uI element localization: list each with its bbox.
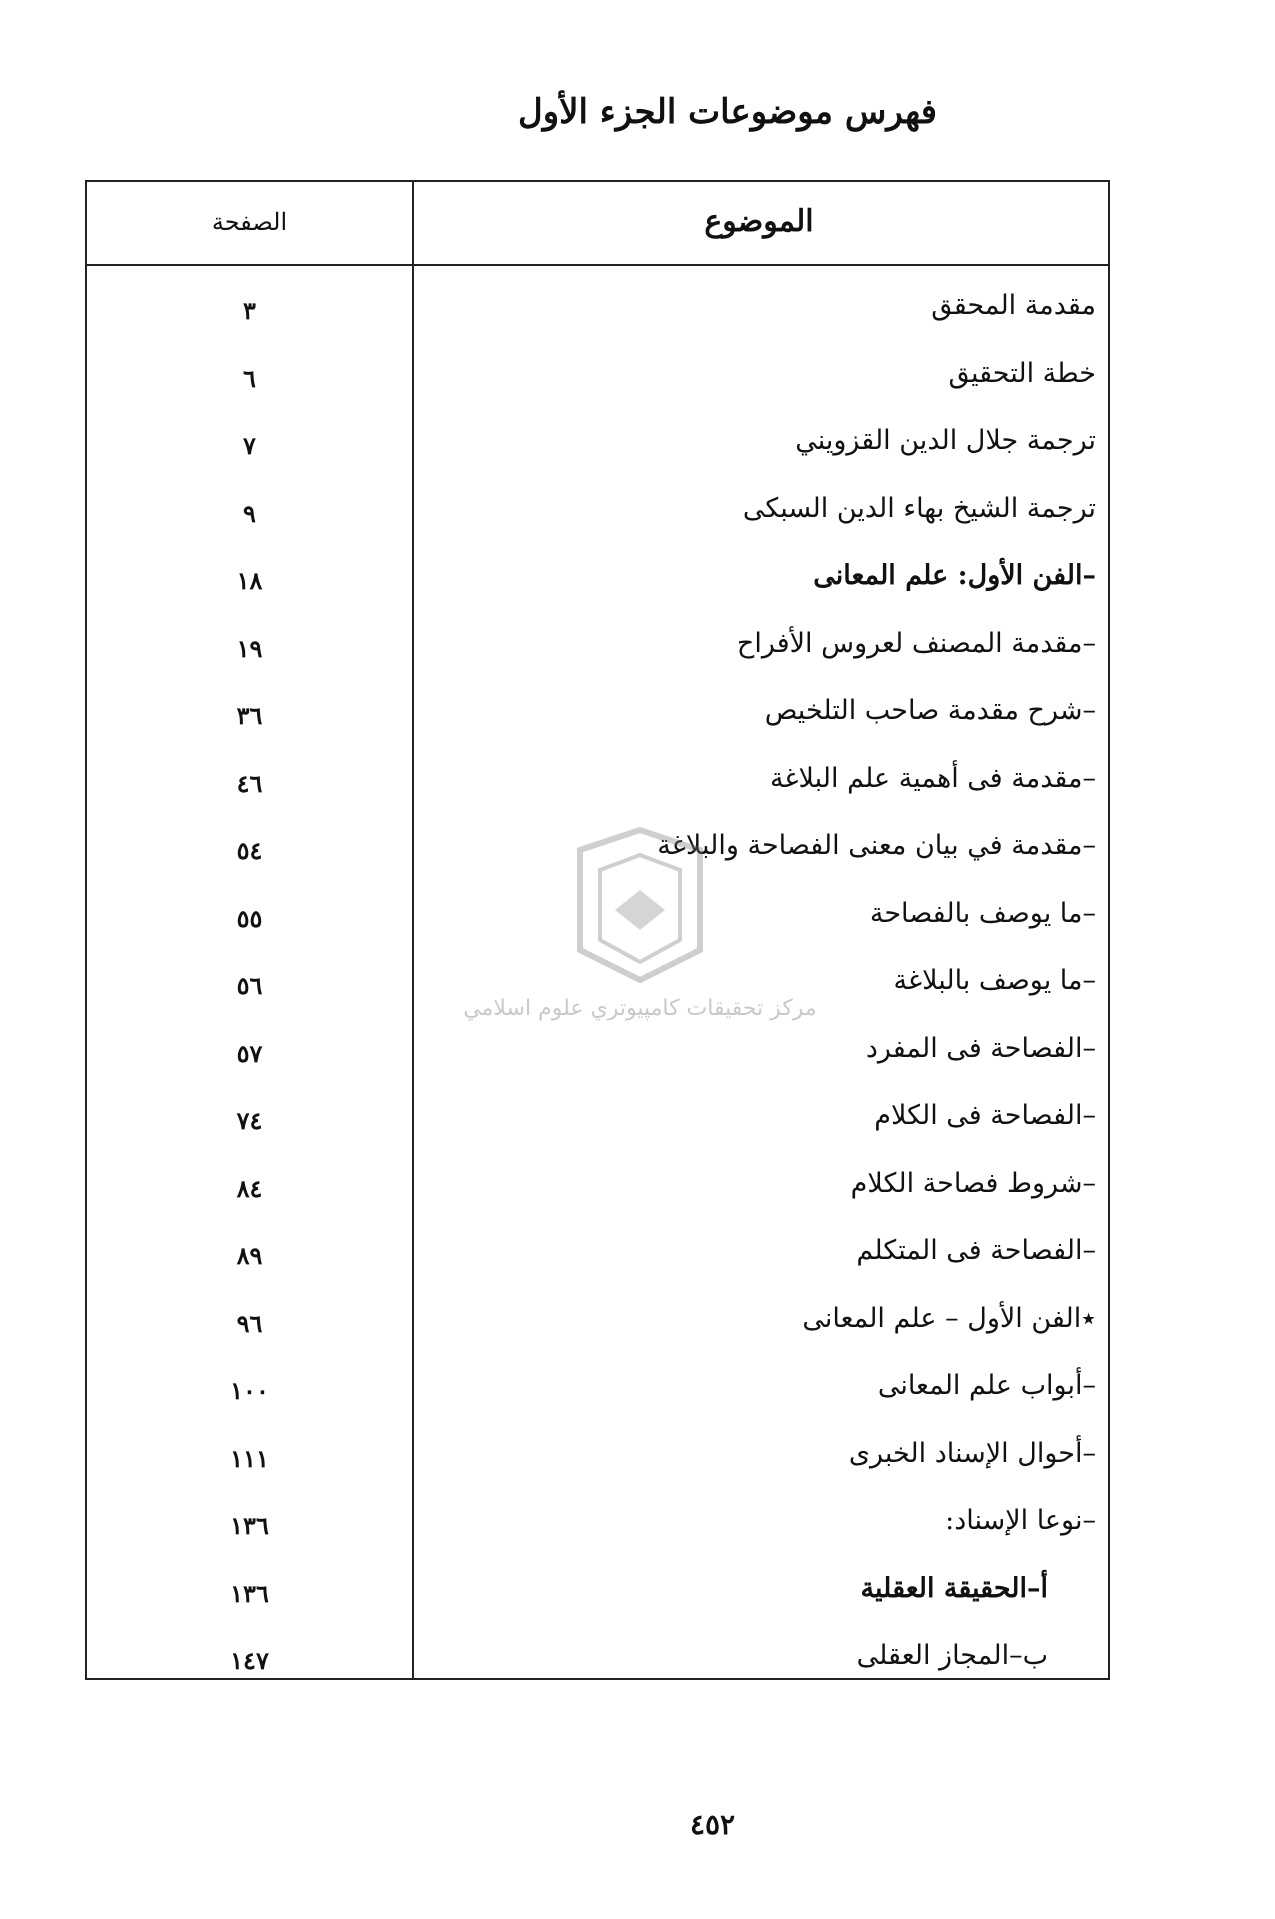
table-row xyxy=(87,350,1108,418)
row-page: ١٣٦ xyxy=(230,1511,269,1540)
table-row xyxy=(87,1227,1108,1295)
row-topic: –شرح مقدمة صاحب التلخيص xyxy=(764,695,1096,726)
table-row xyxy=(87,1160,1108,1228)
row-topic: مقدمة المحقق xyxy=(931,290,1096,321)
row-topic: –الفصاحة فى الكلام xyxy=(874,1100,1096,1131)
header-page: الصفحة xyxy=(211,208,288,236)
row-page: ٥٦ xyxy=(236,971,263,1000)
row-page: ٣ xyxy=(243,296,256,325)
row-topic: ٭الفن الأول – علم المعانى xyxy=(802,1302,1096,1334)
row-page: ٣٦ xyxy=(236,701,263,730)
table-row xyxy=(87,1362,1108,1430)
table-row xyxy=(87,1565,1108,1633)
row-page: ٩ xyxy=(243,498,256,528)
row-topic: –مقدمة المصنف لعروس الأفراح xyxy=(736,627,1096,659)
row-page: ٨٤ xyxy=(236,1173,263,1203)
row-topic: ب–المجاز العقلى xyxy=(856,1640,1048,1671)
row-page: ٥٧ xyxy=(236,1038,263,1068)
row-topic: ترجمة جلال الدين القزويني xyxy=(795,425,1096,456)
row-page: ٤٦ xyxy=(236,768,263,798)
page-title: فهرس موضوعات الجزء الأول xyxy=(517,92,938,132)
table-row xyxy=(87,1497,1108,1565)
row-page: ١٤٧ xyxy=(230,1646,269,1675)
row-page: ١٣٦ xyxy=(230,1578,269,1608)
table-row xyxy=(87,1430,1108,1498)
row-topic: –نوعا الإسناد: xyxy=(945,1505,1096,1536)
row-page: ٧ xyxy=(243,431,256,460)
table-row xyxy=(87,1632,1108,1700)
row-topic: أ–الحقيقة العقلية xyxy=(860,1572,1048,1604)
row-topic: –ما يوصف بالفصاحة xyxy=(869,897,1096,929)
row-topic: –مقدمة فى أهمية علم البلاغة xyxy=(769,762,1096,794)
row-topic: –شروط فصاحة الكلام xyxy=(850,1167,1096,1199)
table-row xyxy=(87,485,1108,553)
row-page: ٥٤ xyxy=(236,836,263,865)
row-page: ٧٤ xyxy=(236,1106,263,1135)
table-row xyxy=(87,687,1108,755)
row-topic: –أبواب علم المعانى xyxy=(877,1370,1096,1401)
table-row xyxy=(87,1295,1108,1363)
row-page: ٨٩ xyxy=(236,1241,263,1270)
row-page: ٦ xyxy=(243,363,256,393)
row-page: ٩٦ xyxy=(236,1308,263,1338)
row-page: ٥٥ xyxy=(236,903,263,933)
table-row xyxy=(87,1092,1108,1160)
row-page: ١٨ xyxy=(236,566,263,595)
watermark-logo xyxy=(463,830,817,1030)
page-number: ٤٥٢ xyxy=(689,1808,736,1841)
row-topic: –ما يوصف بالبلاغة xyxy=(893,965,1096,996)
row-topic: –الفصاحة فى المفرد xyxy=(865,1032,1096,1064)
row-page: ١٠٠ xyxy=(230,1376,269,1405)
table-row xyxy=(87,755,1108,823)
watermark-text: مركز تحقيقات كامپيوتري علوم اسلامي xyxy=(463,996,817,1021)
table-row xyxy=(87,552,1108,620)
row-topic: خطة التحقيق xyxy=(948,357,1096,389)
row-page: ١١١ xyxy=(230,1443,269,1473)
table-header xyxy=(87,182,1108,266)
table-row xyxy=(87,620,1108,688)
row-page: ١٩ xyxy=(236,633,263,663)
row-topic: –الفصاحة فى المتكلم xyxy=(856,1235,1096,1266)
row-topic: –الفن الأول: علم المعانى xyxy=(813,560,1096,591)
row-topic: –أحوال الإسناد الخبرى xyxy=(848,1437,1096,1469)
header-topic: الموضوع xyxy=(704,204,814,239)
table-row xyxy=(87,417,1108,485)
row-topic: ترجمة الشيخ بهاء الدين السبكى xyxy=(742,492,1096,524)
row-topic: –مقدمة في بيان معنى الفصاحة والبلاغة xyxy=(657,830,1096,861)
table-row xyxy=(87,282,1108,350)
table-row xyxy=(87,1025,1108,1093)
